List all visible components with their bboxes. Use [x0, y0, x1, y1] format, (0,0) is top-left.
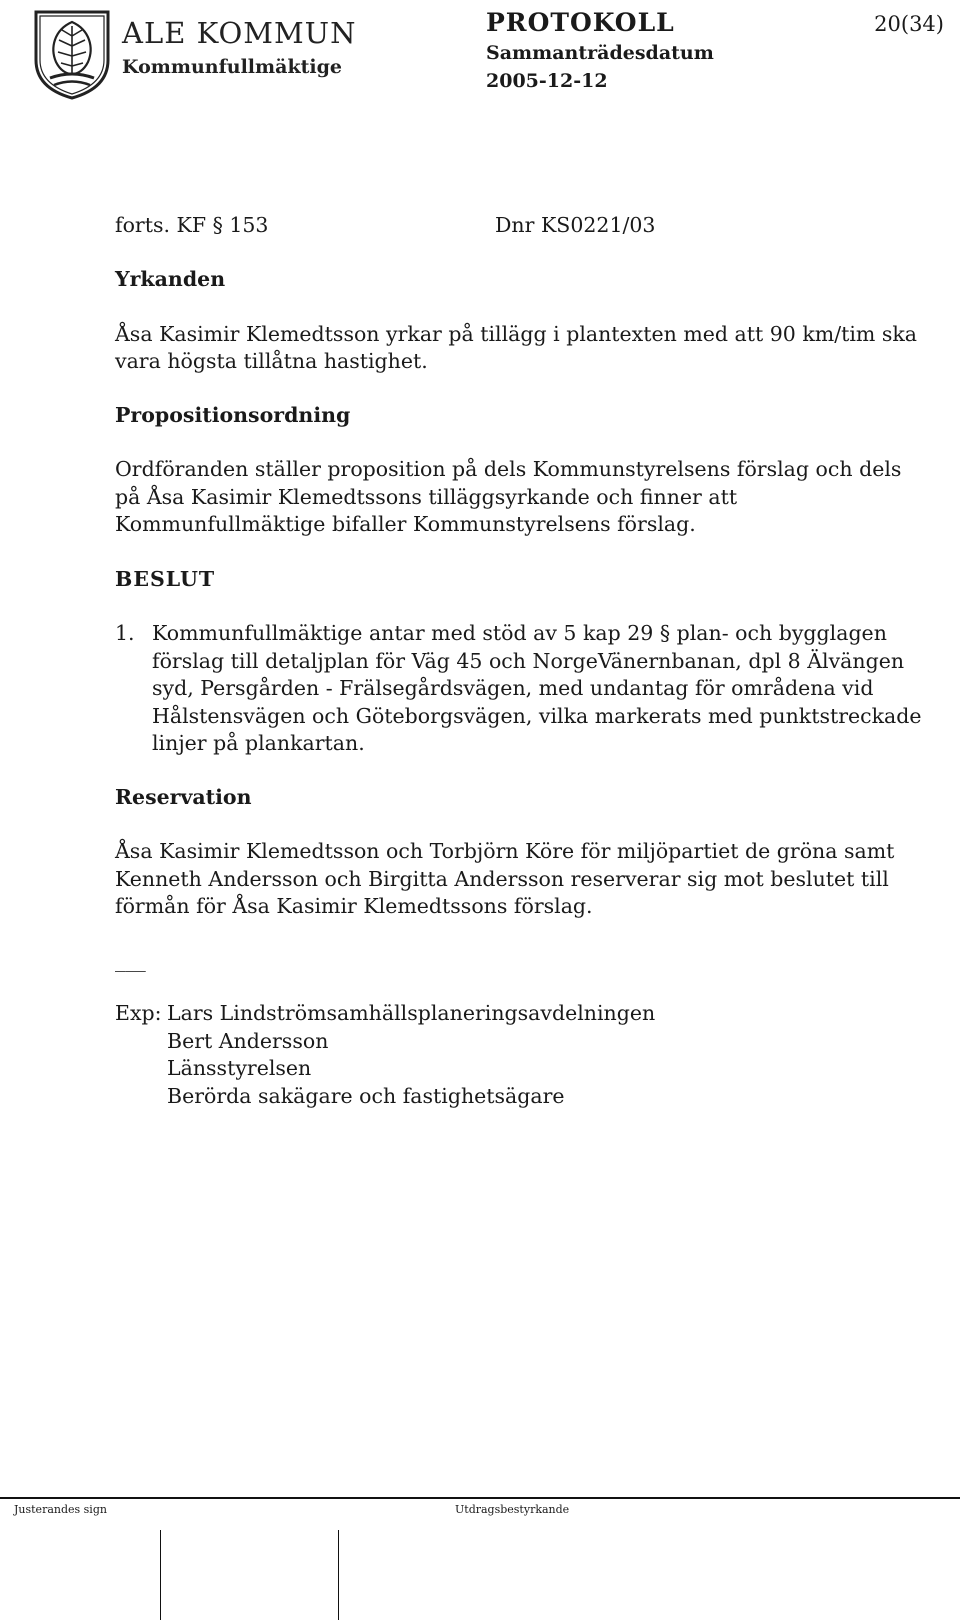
- paragraph-reference: forts. KF § 153: [115, 213, 269, 237]
- org-logo: [30, 8, 357, 100]
- proposition-heading: Propositionsordning: [115, 402, 351, 427]
- case-number: Dnr KS0221/03: [495, 213, 656, 237]
- beslut-heading: BESLUT: [115, 566, 216, 591]
- org-name: ALE KOMMUN: [122, 16, 357, 50]
- expedition-row: [115, 1055, 930, 1083]
- expedition-label: Exp:: [115, 1001, 162, 1025]
- sign-box-divider: [160, 1530, 161, 1620]
- leaf-emblem-icon: [30, 8, 114, 100]
- meeting-date-label: Sammanträdesdatum: [486, 42, 714, 64]
- expedition-list: [115, 1000, 930, 1110]
- meeting-date: 2005-12-12: [486, 70, 608, 92]
- document-type: PROTOKOLL: [486, 8, 675, 37]
- decision-text: Kommunfullmäktige antar med stöd av 5 kap 29 § plan- och bygglagen förslag till detaljplan för Väg 45 och NorgeVänernbanan, dpl 8 Älvängen syd, Persgården - Frälsegårdsvägen, med undantag för områdena vid Hålstensvägen och Göteborgsvägen, vilka markerats med punktstreckade linjer på plankartan.: [152, 621, 922, 755]
- sign-box-divider: [338, 1530, 339, 1620]
- expedition-recipient: Länsstyrelsen: [167, 1056, 312, 1080]
- reference-row: [115, 212, 930, 240]
- yrkanden-text: Åsa Kasimir Klemedtsson yrkar på tillägg i plantexten med att 90 km/tim ska vara högsta tillåtna hastighet.: [115, 321, 918, 373]
- extract-label: Utdragsbestyrkande: [455, 1503, 570, 1516]
- page-number: 20(34): [874, 12, 944, 36]
- separator: ___: [115, 947, 146, 972]
- document-body: [115, 212, 930, 1110]
- reservation-text: Åsa Kasimir Klemedtsson och Torbjörn Köre för miljöpartiet de gröna samt Kenneth Andersson och Birgitta Andersson reserverar sig mot beslutet till förmån för Åsa Kasimir Klemedtssons förslag.: [115, 839, 895, 918]
- decision-item: [115, 620, 930, 758]
- yrkanden-heading: Yrkanden: [115, 267, 226, 291]
- proposition-text: Ordföranden ställer proposition på dels Kommunstyrelsens förslag och dels på Åsa Kasimir Klemedtssons tilläggsyrkande och finner att Kommunfullmäktige bifaller Kommunstyrelsens förslag.: [115, 457, 902, 536]
- reservation-heading: Reservation: [115, 784, 252, 809]
- expedition-recipient: Berörda sakägare och fastighetsägare: [167, 1083, 565, 1108]
- expedition-row: [115, 1083, 930, 1111]
- expedition-row: [115, 1000, 930, 1028]
- decision-number: 1.: [115, 621, 135, 645]
- sign-label: Justerandes sign: [14, 1503, 107, 1516]
- footer-rule: [0, 1497, 960, 1499]
- org-subtitle: Kommunfullmäktige: [122, 56, 342, 78]
- expedition-recipient: Lars Lindströmsamhällsplaneringsavdelningen: [167, 1001, 656, 1025]
- expedition-row: [115, 1028, 930, 1056]
- expedition-recipient: Bert Andersson: [167, 1028, 329, 1053]
